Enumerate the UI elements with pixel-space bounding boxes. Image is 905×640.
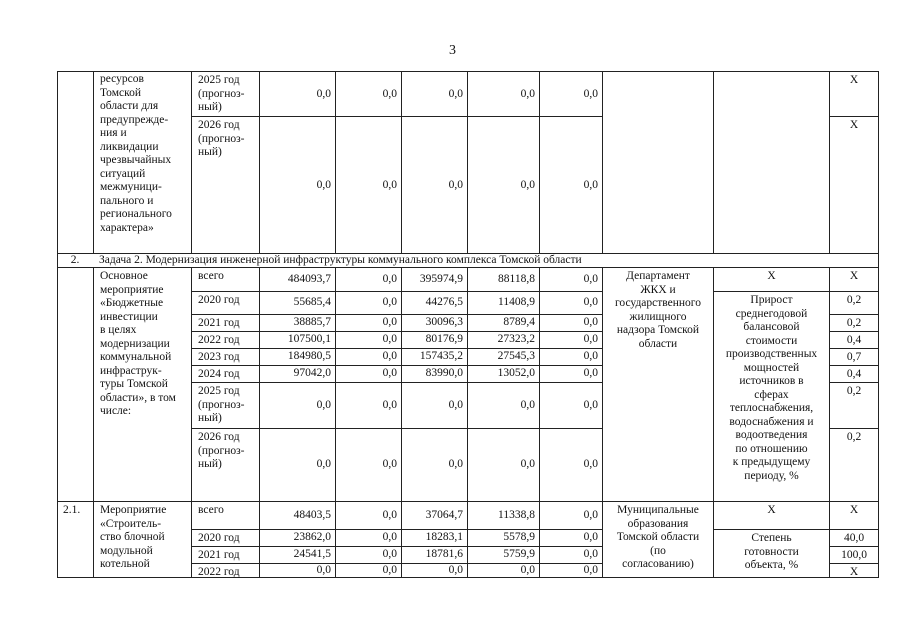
amount-cell: 0,0 [382,398,397,411]
amount-cell: 107500,1 [287,333,331,346]
amount-cell: 44276,5 [425,296,463,309]
amount-cell: 55685,4 [293,296,331,309]
amount-cell: 0,0 [583,333,598,346]
value-cell: Х [849,566,859,578]
value-cell: 0,2 [846,294,862,306]
amount-cell: 0,0 [382,316,397,329]
period-cell: 2020 год [198,532,240,544]
period-cell: 2026 год (прогноз- ный) [198,119,245,158]
period-cell: 2022 год [198,334,240,346]
amount-cell: 5578,9 [503,531,535,544]
amount-cell: 0,0 [448,178,463,191]
amount-cell: 0,0 [382,296,397,309]
period-cell: 2024 год [198,368,240,380]
amount-cell: 184980,5 [287,350,331,363]
indicator-description: Степень готовности объекта, % [744,532,799,571]
amount-cell: 0,0 [316,87,331,100]
value-cell: 100,0 [841,549,867,561]
amount-cell: 13052,0 [497,367,535,380]
executor-cell: Муниципальные образования Томской области (по согласованию) [616,504,700,570]
amount-cell: 0,0 [382,272,397,285]
amount-cell: 0,0 [448,87,463,100]
main-activity-name: Основное мероприятие «Бюджетные инвестиции в целях модернизации коммунальной инфраструк- туры Томской области», в том числе: [100,270,176,417]
activity-name-cell: ресурсов Томской области для предупрежде- ния и ликвидации чрезвычайных ситуаций межмуници- пального и регионального характера» [100,73,172,234]
indicator-mark: Х [767,504,776,516]
period-cell: 2021 год [198,317,240,329]
amount-cell: 24541,5 [293,548,331,561]
amount-cell: 0,0 [520,458,535,471]
amount-cell: 0,0 [583,87,598,100]
amount-cell: 0,0 [382,563,397,576]
amount-cell: 5759,9 [503,548,535,561]
amount-cell: 0,0 [448,563,463,576]
amount-cell: 0,0 [316,563,331,576]
amount-cell: 484093,7 [287,272,331,285]
amount-cell: 395974,9 [419,272,463,285]
amount-cell: 0,0 [382,333,397,346]
amount-cell: 0,0 [382,548,397,561]
amount-cell: 0,0 [583,272,598,285]
amount-cell: 80176,9 [425,333,463,346]
amount-cell: 38885,7 [293,316,331,329]
amount-cell: 0,0 [583,296,598,309]
page-number: 3 [449,43,456,58]
amount-cell: 0,0 [448,458,463,471]
value-cell: 0,4 [846,334,862,346]
amount-cell: 0,0 [316,458,331,471]
value-cell: 0,2 [846,431,862,443]
amount-cell: 0,0 [583,563,598,576]
amount-cell: 0,0 [520,398,535,411]
period-cell: 2025 год (прогноз- ный) [198,74,245,113]
amount-cell: 0,0 [583,350,598,363]
period-cell: 2026 год (прогноз- ный) [198,431,245,470]
amount-cell: 0,0 [583,531,598,544]
value-cell: 0,4 [846,368,862,380]
amount-cell: 88118,8 [498,272,535,285]
value-cell: Х [849,119,859,131]
value-cell: 40,0 [843,532,865,544]
amount-cell: 157435,2 [419,350,463,363]
period-cell: 2021 год [198,549,240,561]
value-cell: Х [849,504,859,516]
activity-number: 2.1. [63,504,81,516]
period-cell: 2023 год [198,351,240,363]
amount-cell: 0,0 [382,87,397,100]
task-title: Задача 2. Модернизация инженерной инфраструктуры коммунального комплекса Томской области [99,254,582,266]
amount-cell: 0,0 [583,367,598,380]
amount-cell: 0,0 [520,563,535,576]
amount-cell: 0,0 [583,178,598,191]
value-cell: 0,7 [846,351,862,363]
value-cell: 0,2 [846,385,862,397]
amount-cell: 11408,9 [498,296,535,309]
amount-cell: 23862,0 [293,531,331,544]
task-number: 2. [70,253,80,266]
amount-cell: 0,0 [520,178,535,191]
amount-cell: 0,0 [382,350,397,363]
amount-cell: 97042,0 [293,367,331,380]
amount-cell: 0,0 [448,398,463,411]
amount-cell: 0,0 [382,458,397,471]
amount-cell: 30096,3 [425,316,463,329]
amount-cell: 0,0 [583,548,598,561]
amount-cell: 8789,4 [503,316,535,329]
amount-cell: 0,0 [583,316,598,329]
period-cell: 2022 год [198,566,240,578]
period-cell: 2025 год (прогноз- ный) [198,385,245,424]
period-cell: всего [198,270,224,282]
value-cell: 0,2 [846,317,862,329]
amount-cell: 0,0 [316,398,331,411]
amount-cell: 11338,8 [498,508,535,521]
amount-cell: 27545,3 [497,350,535,363]
amount-cell: 0,0 [382,531,397,544]
executor-cell: Департамент ЖКХ и государственного жилищного надзора Томской области [615,270,701,350]
value-cell: Х [849,74,859,86]
amount-cell: 37064,7 [425,508,463,521]
amount-cell: 0,0 [583,398,598,411]
amount-cell: 0,0 [583,508,598,521]
amount-cell: 0,0 [382,178,397,191]
amount-cell: 0,0 [382,508,397,521]
value-cell: Х [849,270,859,282]
budget-table [57,71,879,578]
amount-cell: 27323,2 [497,333,535,346]
indicator-description: Прирост среднегодовой балансовой стоимости производственных мощностей источников в сферах теплоснабжения, водоснабжения и водоотведения по отношению к предыдущему периоду, % [725,294,818,482]
amount-cell: 0,0 [316,178,331,191]
amount-cell: 0,0 [382,367,397,380]
amount-cell: 0,0 [583,458,598,471]
indicator-mark: Х [767,270,776,282]
amount-cell: 83990,0 [425,367,463,380]
amount-cell: 0,0 [520,87,535,100]
amount-cell: 18283,1 [425,531,463,544]
activity-name: Мероприятие «Строитель- ство блочной модульной котельной [100,504,167,570]
period-cell: 2020 год [198,294,240,306]
amount-cell: 18781,6 [425,548,463,561]
period-cell: всего [198,504,224,516]
amount-cell: 48403,5 [293,508,331,521]
